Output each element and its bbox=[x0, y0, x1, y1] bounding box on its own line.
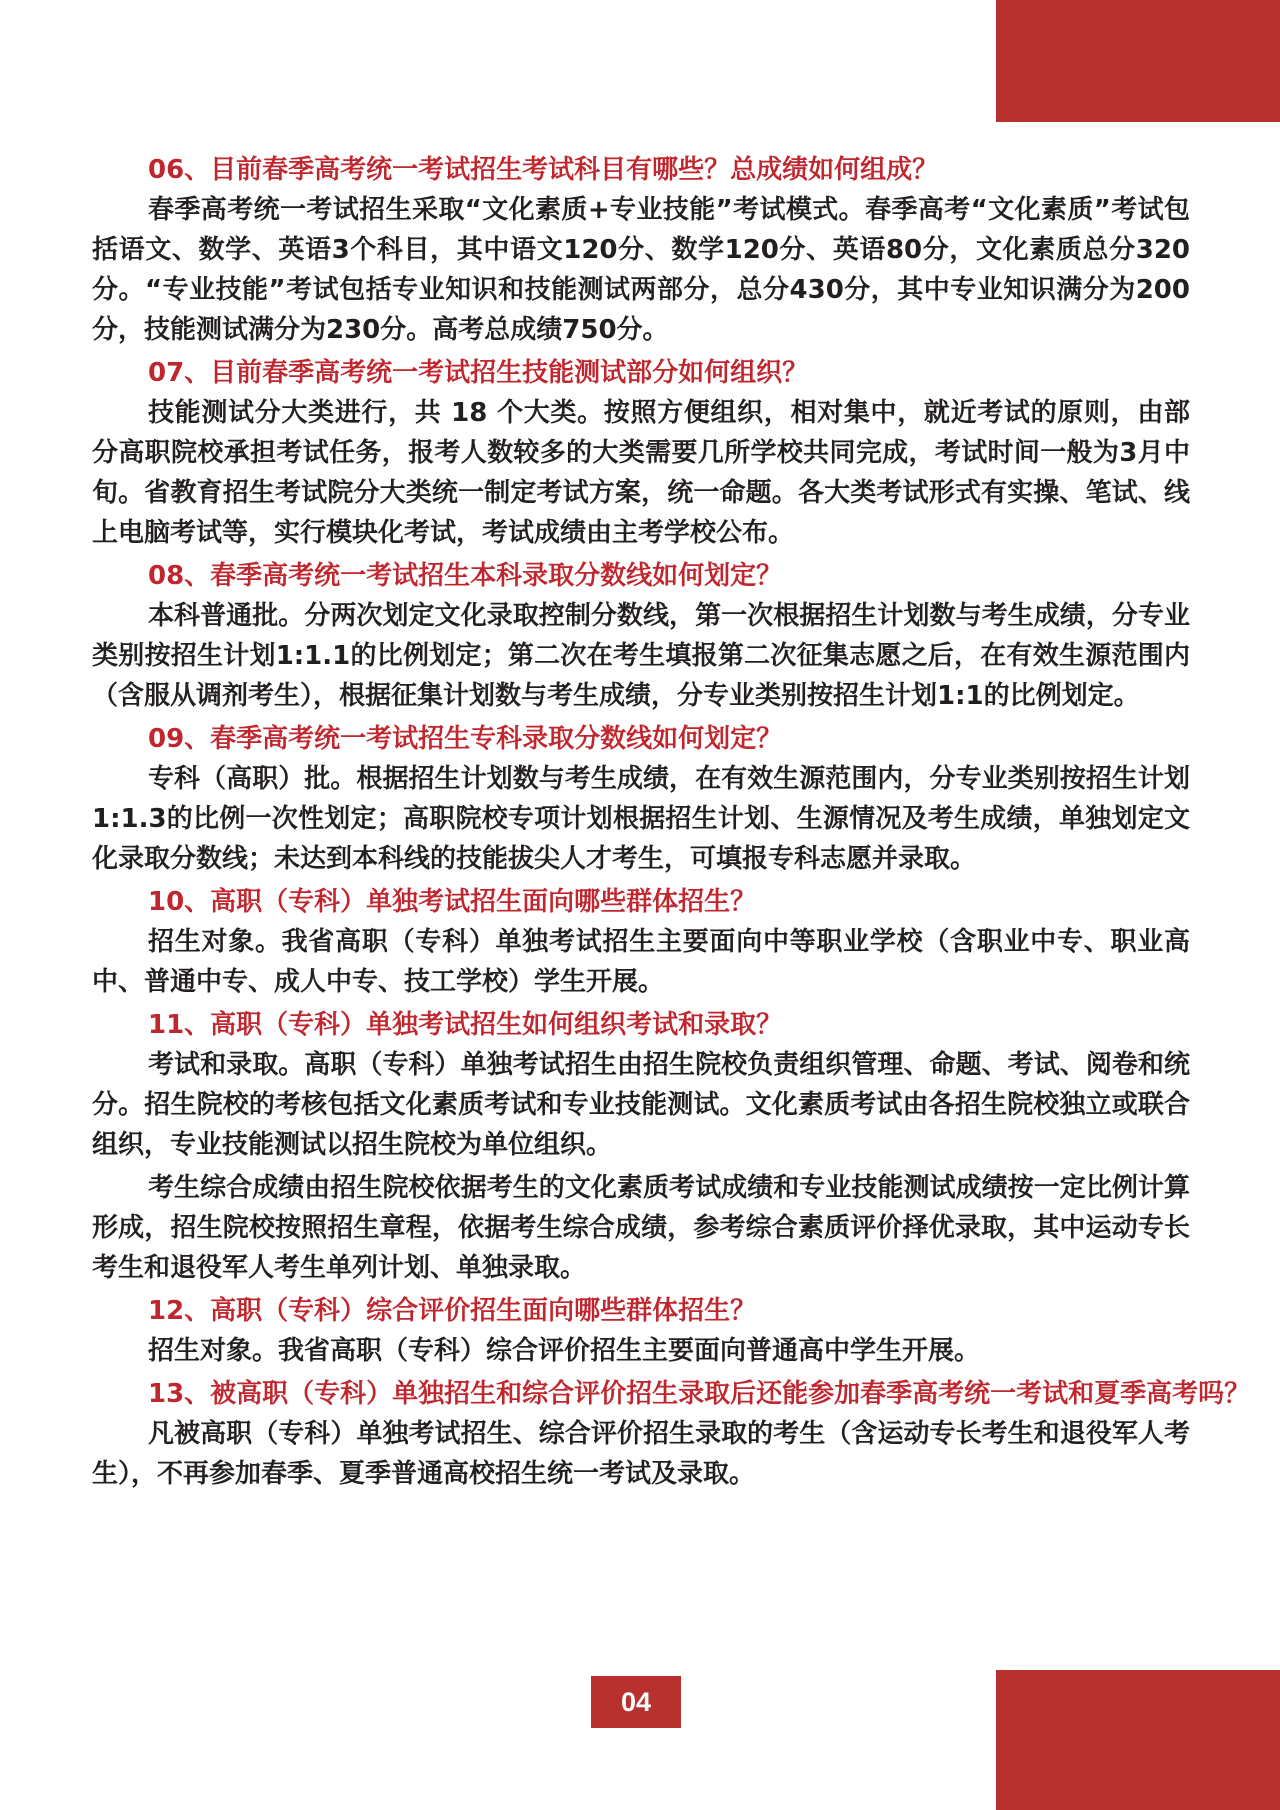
question-heading: 12、高职（专科）综合评价招生面向哪些群体招生？ bbox=[148, 1296, 757, 1326]
answer-paragraph: 招生对象。我省高职（专科）综合评价招生主要面向普通高中学生开展。 bbox=[148, 1336, 981, 1366]
question-heading: 06、目前春季高考统一考试招生考试科目有哪些？总成绩如何组成？ bbox=[148, 155, 939, 185]
question-heading: 07、目前春季高考统一考试招生技能测试部分如何组织？ bbox=[148, 358, 809, 388]
question-heading: 08、春季高考统一考试招生本科录取分数线如何划定？ bbox=[148, 561, 783, 591]
question-heading: 09、春季高考统一考试招生专科录取分数线如何划定？ bbox=[148, 724, 783, 754]
answer-paragraph: 招生对象。我省高职（专科）单独考试招生主要面向中等职业学校（含职业中专、职业高中、普通中专、成人中专、技工学校）学生开展。 bbox=[92, 927, 1190, 997]
faq-section-09 bbox=[92, 719, 1190, 879]
faq-section-12 bbox=[92, 1291, 1190, 1371]
question-heading: 11、高职（专科）单独考试招生如何组织考试和录取？ bbox=[148, 1010, 783, 1040]
answer-paragraph: 考生综合成绩由招生院校依据考生的文化素质考试成绩和专业技能测试成绩按一定比例计算形成，招生院校按照招生章程，依据考生综合成绩，参考综合素质评价择优录取，其中运动专长考生和退役军人考生单列计划、单独录取。 bbox=[92, 1173, 1190, 1283]
answer-paragraph: 春季高考统一考试招生采取“文化素质+专业技能”考试模式。春季高考“文化素质”考试包括语文、数学、英语3个科目，其中语文120分、数学120分、英语80分，文化素质总分320分。“专业技能”考试包括专业知识和技能测试两部分，总分430分，其中专业知识满分为200分，技能测试满分为230分。高考总成绩750分。 bbox=[92, 195, 1190, 345]
faq-content bbox=[92, 150, 1251, 1497]
answer-paragraph: 本科普通批。分两次划定文化录取控制分数线，第一次根据招生计划数与考生成绩，分专业类别按招生计划1:1.1的比例划定；第二次在考生填报第二次征集志愿之后，在有效生源范围内（含服从调剂考生），根据征集计划数与考生成绩，分专业类别按招生计划1:1的比例划定。 bbox=[92, 601, 1190, 711]
page-number: 04 bbox=[591, 1676, 681, 1728]
answer-paragraph: 专科（高职）批。根据招生计划数与考生成绩，在有效生源范围内，分专业类别按招生计划1:1.3的比例一次性划定；高职院校专项计划根据招生计划、生源情况及考生成绩，单独划定文化录取分数线；未达到本科线的技能拔尖人才考生，可填报专科志愿并录取。 bbox=[92, 764, 1190, 874]
answer-paragraph: 考试和录取。高职（专科）单独考试招生由招生院校负责组织管理、命题、考试、阅卷和统分。招生院校的考核包括文化素质考试和专业技能测试。文化素质考试由各招生院校独立或联合组织，专业技能测试以招生院校为单位组织。 bbox=[92, 1050, 1190, 1160]
bottom-right-decor-block bbox=[996, 1670, 1280, 1810]
faq-section-13 bbox=[92, 1374, 1251, 1494]
faq-section-06 bbox=[92, 150, 1190, 350]
faq-section-10 bbox=[92, 882, 1190, 1002]
question-heading: 13、被高职（专科）单独招生和综合评价招生录取后还能参加春季高考统一考试和夏季高考吗？ bbox=[148, 1379, 1251, 1409]
faq-section-07 bbox=[92, 353, 1190, 553]
faq-section-08 bbox=[92, 556, 1190, 716]
answer-paragraph: 凡被高职（专科）单独考试招生、综合评价招生录取的考生（含运动专长考生和退役军人考生），不再参加春季、夏季普通高校招生统一考试及录取。 bbox=[92, 1419, 1190, 1489]
question-heading: 10、高职（专科）单独考试招生面向哪些群体招生？ bbox=[148, 887, 757, 917]
top-right-decor-block bbox=[996, 0, 1280, 122]
faq-section-11 bbox=[92, 1005, 1190, 1288]
answer-paragraph: 技能测试分大类进行，共 18 个大类。按照方便组织，相对集中，就近考试的原则，由部分高职院校承担考试任务，报考人数较多的大类需要几所学校共同完成，考试时间一般为3月中旬。省教育招生考试院分大类统一制定考试方案，统一命题。各大类考试形式有实操、笔试、线上电脑考试等，实行模块化考试，考试成绩由主考学校公布。 bbox=[92, 398, 1190, 548]
